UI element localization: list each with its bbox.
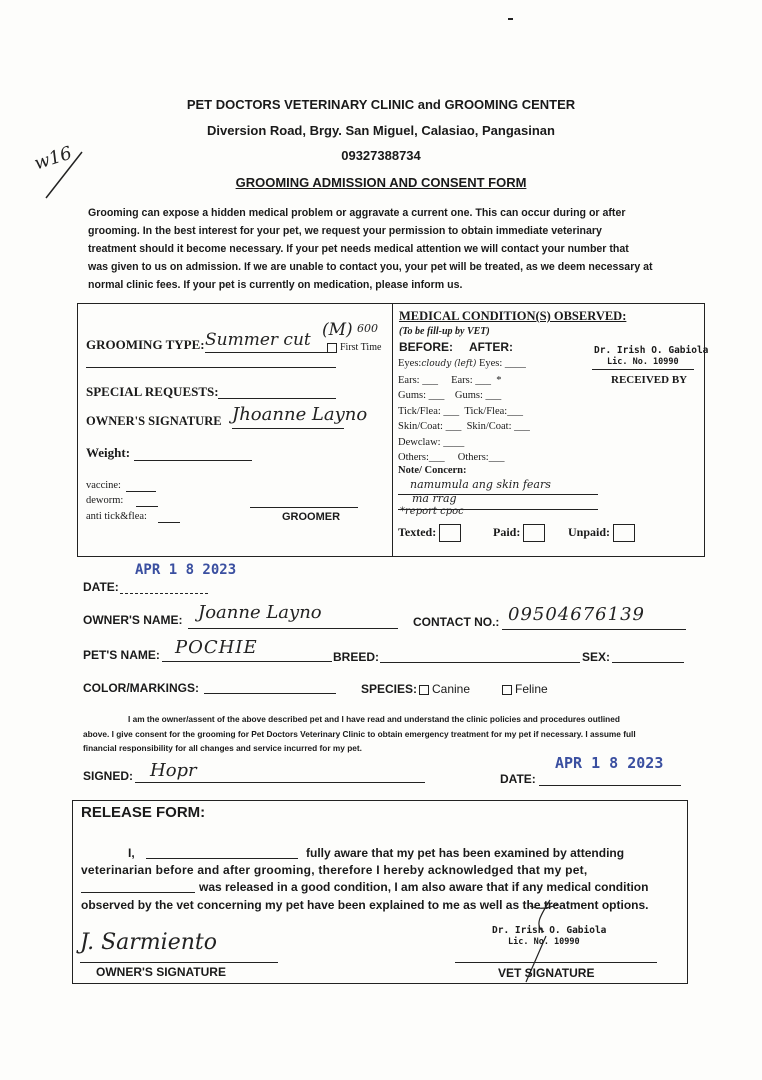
first-time-label: First Time — [340, 342, 382, 353]
feline-label: Feline — [515, 682, 548, 696]
contact-value[interactable]: 09504676139 — [508, 604, 645, 625]
vet-name-stamp: Dr. Irish O. Gabiola — [594, 345, 709, 356]
antitick-label: anti tick&flea: — [86, 511, 147, 522]
clinic-address: Diversion Road, Brgy. San Miguel, Calasiao, Pangasinan — [207, 123, 555, 138]
eyes-row: Eyes:cloudy (left) Eyes: ____ — [398, 358, 526, 369]
species-label: SPECIES: — [361, 682, 418, 696]
signed-label: SIGNED: — [83, 769, 134, 783]
canine-checkbox[interactable] — [419, 685, 429, 695]
release-vet-label: VET SIGNATURE — [498, 966, 595, 980]
special-requests-label: SPECIAL REQUESTS: — [86, 384, 219, 399]
vet-lic-stamp: Lic. No. 10990 — [607, 357, 679, 367]
note-line-2[interactable]: ma rrag — [412, 492, 457, 505]
note-line-1[interactable]: namumula ang skin fears — [410, 478, 551, 491]
margin-note: w16 — [31, 142, 75, 175]
grooming-size: (M) — [322, 320, 353, 340]
deworm-line — [136, 506, 158, 507]
grooming-type-line-2 — [86, 367, 336, 368]
medical-rows — [398, 356, 530, 466]
color-label: COLOR/MARKINGS: — [83, 681, 199, 695]
intro-line: normal clinic fees. If your pet is currently on medication, please inform us. — [88, 279, 463, 291]
paid-label: Paid: — [493, 524, 521, 539]
release-p4: observed by the vet concerning my pet have been explained to me as well as the treatment options. — [81, 898, 649, 912]
gums-row: Gums: ___ Gums: ___ — [398, 390, 502, 401]
release-p1a: I, — [128, 846, 135, 860]
first-time-option[interactable] — [327, 342, 381, 353]
intro-line: treatment should it become necessary. If your pet needs medical attention we will contact your number that — [88, 243, 629, 255]
skincoat-row: Skin/Coat: ___ Skin/Coat: ___ — [398, 421, 530, 432]
box-divider — [392, 303, 393, 556]
breed-label: BREED: — [333, 650, 380, 664]
release-p1b: fully aware that my pet has been examined by attending — [306, 846, 625, 860]
texted-checkbox[interactable] — [439, 524, 461, 542]
weight-line — [134, 460, 252, 461]
intro-line: grooming. In the best interest for your pet, we request your permission to obtain immediate veterinary — [88, 225, 602, 237]
grooming-type-line — [205, 352, 327, 353]
canine-label: Canine — [432, 682, 471, 696]
contact-label: CONTACT NO.: — [413, 615, 500, 629]
consent-date-line — [539, 785, 681, 786]
others-row: Others:___ Others:___ — [398, 452, 505, 463]
before-label: BEFORE: — [399, 340, 453, 354]
unpaid-label: Unpaid: — [568, 524, 611, 539]
owner-signature-label: OWNER'S SIGNATURE — [86, 414, 222, 428]
release-owner-label: OWNER'S SIGNATURE — [96, 965, 226, 979]
vaccine-line — [126, 491, 156, 492]
consent-line-3: financial responsibility for all changes and service incurred for my pet. — [83, 743, 362, 753]
consent-line-2: above. I give consent for the grooming for Pet Doctors Veterinary Clinic to obtain emergency treatment for my pet if necessary. I assume full — [83, 729, 636, 739]
received-by-line — [592, 369, 694, 370]
groomer-label: GROOMER — [282, 511, 341, 523]
release-title: RELEASE FORM: — [81, 804, 206, 821]
grooming-extra: 600 — [357, 322, 378, 335]
release-vet-name: Dr. Irish O. Gabiola — [492, 925, 607, 936]
owner-name-value[interactable]: Joanne Layno — [198, 602, 322, 623]
vaccine-label: vaccine: — [86, 480, 121, 491]
intro-paragraph — [88, 204, 708, 294]
pet-name-value[interactable]: POCHIE — [175, 637, 258, 658]
owner-name-label: OWNER'S NAME: — [83, 613, 183, 627]
intro-line: Grooming can expose a hidden medical problem or aggravate a current one. This can occur during or after — [88, 207, 626, 219]
special-requests-line — [218, 398, 336, 399]
intro-line: was given to us on admission. If we are unable to contact you, your pet will be treated, as we deem necessary at — [88, 261, 653, 273]
clinic-phone: 09327388734 — [341, 148, 421, 163]
tickflea-row: Tick/Flea: ___ Tick/Flea:___ — [398, 405, 523, 417]
signed-value[interactable]: Hopr — [150, 760, 197, 781]
release-owner-signature[interactable]: J. Sarmiento — [80, 930, 217, 955]
owner-signature-line — [232, 428, 344, 429]
received-by-label: RECEIVED BY — [611, 374, 688, 386]
canine-option[interactable] — [419, 682, 470, 696]
medical-subtitle: (To be fill-up by VET) — [399, 326, 490, 337]
ears-row: Ears: ___ Ears: ___ * — [398, 374, 502, 386]
paid-checkbox[interactable] — [523, 524, 545, 542]
paid-field[interactable] — [493, 524, 545, 542]
signed-line — [135, 782, 425, 783]
contact-line — [502, 629, 686, 630]
release-pet-line — [81, 892, 195, 893]
eyes-before-value[interactable]: cloudy (left) — [421, 359, 477, 369]
unpaid-checkbox[interactable] — [613, 524, 635, 542]
owner-signature-value[interactable]: Jhoanne Layno — [232, 404, 368, 425]
after-label: AFTER: — [469, 340, 513, 354]
consent-line-1: I am the owner/assent of the above described pet and I have read and understand the clinic policies and procedures outlined — [128, 714, 620, 724]
note-label: Note/ Concern: — [398, 465, 467, 476]
consent-date-label: DATE: — [500, 772, 536, 786]
pet-name-line — [162, 661, 332, 662]
dewclaw-row: Dewclaw: ____ — [398, 436, 465, 448]
groomer-line — [250, 507, 358, 508]
pet-name-label: PET'S NAME: — [83, 648, 160, 662]
medical-title: MEDICAL CONDITION(S) OBSERVED: — [399, 309, 627, 323]
dash-mark — [508, 18, 513, 20]
date-stamp-bottom: APR 1 8 2023 — [555, 754, 664, 772]
release-name-line — [146, 858, 298, 859]
release-p2: veterinarian before and after grooming, therefore I hereby acknowledged that my pet, — [81, 863, 588, 877]
sex-label: SEX: — [582, 650, 611, 664]
unpaid-field[interactable] — [568, 524, 635, 542]
weight-label: Weight: — [86, 445, 131, 460]
grooming-type-value[interactable]: Summer cut — [205, 330, 311, 350]
release-owner-line — [80, 962, 278, 963]
texted-field[interactable] — [398, 524, 461, 542]
color-line — [204, 693, 336, 694]
feline-checkbox[interactable] — [502, 685, 512, 695]
clinic-name: PET DOCTORS VETERINARY CLINIC and GROOMING CENTER — [186, 97, 576, 112]
form-title: GROOMING ADMISSION AND CONSENT FORM — [235, 175, 527, 190]
grooming-type-label: GROOMING TYPE: — [86, 337, 205, 352]
owner-name-line — [188, 628, 398, 629]
release-vet-line — [455, 962, 657, 963]
first-time-checkbox[interactable] — [327, 343, 337, 353]
date-line-top — [120, 593, 208, 594]
feline-option[interactable] — [502, 682, 548, 696]
sex-line — [612, 662, 684, 663]
texted-label: Texted: — [398, 524, 437, 539]
release-p3: was released in a good condition, I am also aware that if any medical condition — [199, 880, 649, 894]
date-stamp-top: APR 1 8 2023 — [135, 562, 237, 578]
breed-line — [380, 662, 580, 663]
antitick-line — [158, 522, 180, 523]
release-vet-lic: Lic. No. 10990 — [508, 937, 580, 947]
note-line-3[interactable]: *report cpoc — [400, 506, 464, 517]
deworm-label: deworm: — [86, 495, 124, 506]
date-label-top: DATE: — [83, 580, 119, 594]
